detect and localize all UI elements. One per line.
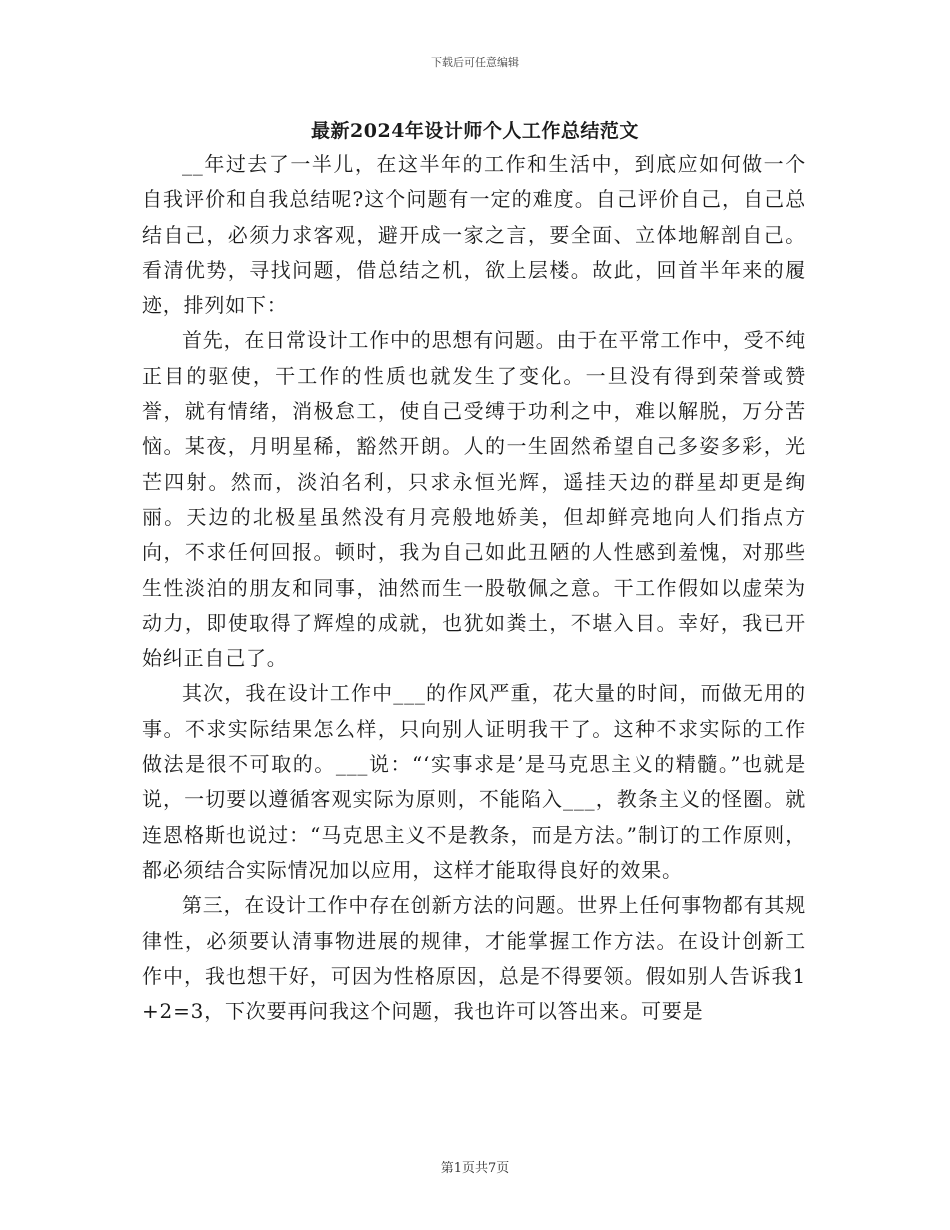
header-note: 下载后可任意编辑 (431, 56, 519, 69)
paragraph: 其次，我在设计工作中___的作风严重，花大量的时间，而做无用的事。不求实际结果怎么样，只向别人证明我干了。这种不求实际的工作做法是很不可取的。___说：“‘实事求是’是马克思主义的精髓。”也就是说，一切要以遵循客观实际为原则，不能陷入___，教条主义的怪圈。就连恩格斯也说过：“马克思主义不是教条，而是方法。”制订的工作原则，都必须结合实际情况加以应用，这样才能取得良好的效果。 (142, 681, 806, 882)
document-body (142, 147, 806, 1029)
paragraph: __年过去了一半儿，在这半年的工作和生活中，到底应如何做一个自我评价和自我总结呢?这个问题有一定的难度。自己评价自己，自己总结自己，必须力求客观，避开成一家之言，要全面、立体地解剖自己。看清优势，寻找问题，借总结之机，欲上层楼。故此，回首半年来的履迹，排列如下： (142, 152, 806, 318)
page-indicator: 第1页共7页 (440, 1161, 510, 1176)
document-title: 最新2024年设计师个人工作总结范文 (311, 120, 639, 142)
paragraph: 第三，在设计工作中存在创新方法的问题。世界上任何事物都有其规律性，必须要认清事物进展的规律，才能掌握工作方法。在设计创新工作中，我也想干好，可因为性格原因，总是不得要领。假如别人告诉我1+2=3，下次要再问我这个问题，我也许可以答出来。可要是 (142, 893, 806, 1024)
paragraph: 首先，在日常设计工作中的思想有问题。由于在平常工作中，受不纯正目的驱使，干工作的性质也就发生了变化。一旦没有得到荣誉或赞誉，就有情绪，消极怠工，使自己受缚于功利之中，难以解脱，万分苦恼。某夜，月明星稀，豁然开朗。人的一生固然希望自己多姿多彩，光芒四射。然而，淡泊名利，只求永恒光辉，遥挂天边的群星却更是绚丽。天边的北极星虽然没有月亮般地娇美，但却鲜亮地向人们指点方向，不求任何回报。顿时，我为自己如此丑陋的人性感到羞愧，对那些生性淡泊的朋友和同事，油然而生一股敬佩之意。干工作假如以虚荣为动力，即使取得了辉煌的成就，也犹如粪土，不堪入目。幸好，我已开始纠正自己了。 (142, 328, 806, 671)
